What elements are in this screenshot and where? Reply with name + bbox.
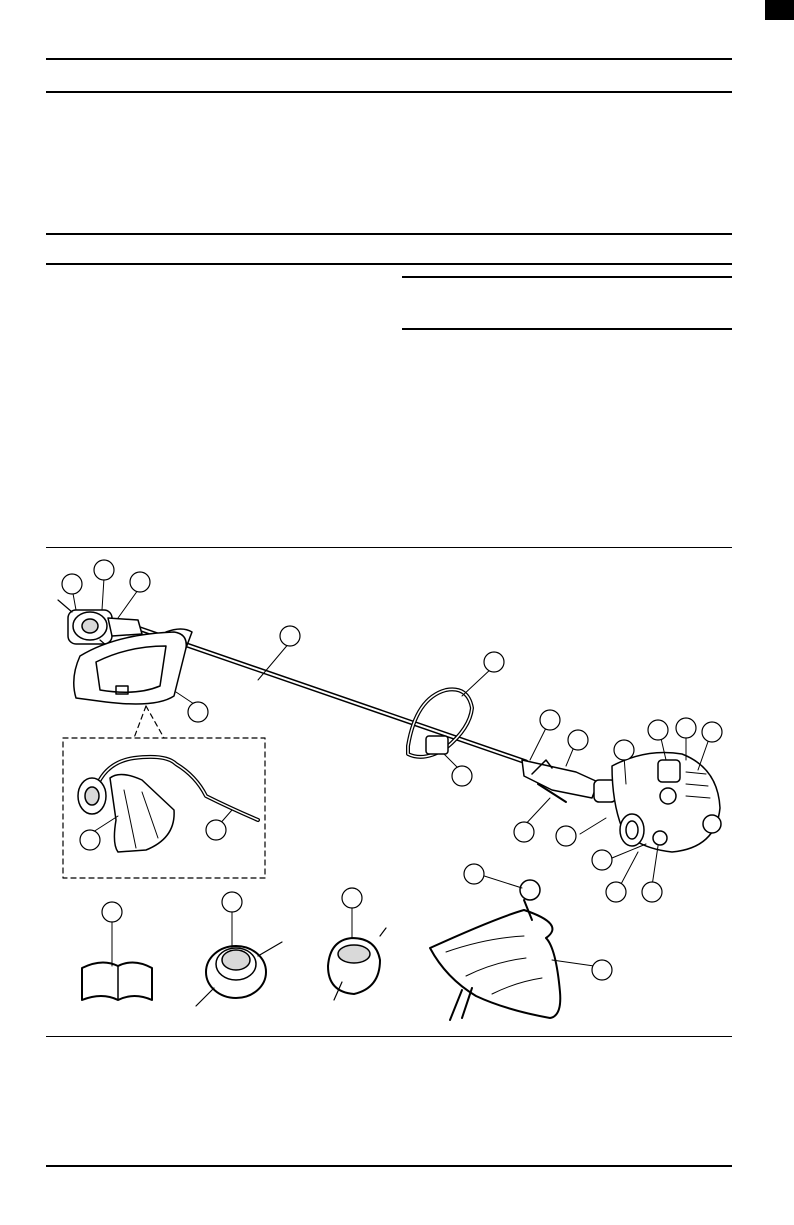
section-rule-bottom [46,263,732,265]
header-rule-bottom [46,91,732,93]
sidebar-rule-bottom [402,328,732,330]
top-edge-trim [765,0,794,20]
footer-rule [46,1165,732,1167]
section-rule-top [46,233,732,235]
blade-guard-icon [430,880,560,1020]
figure-rule-bottom [46,1036,732,1037]
product-illustration [46,548,732,1036]
header-rule-top [46,58,732,60]
spool-head-icon [196,942,282,1006]
operator-manual-icon [82,962,152,1000]
sidebar-rule-top [402,276,732,278]
detail-inset [63,706,265,878]
fixed-line-head-icon [328,928,386,1000]
product-figure [46,548,732,1036]
